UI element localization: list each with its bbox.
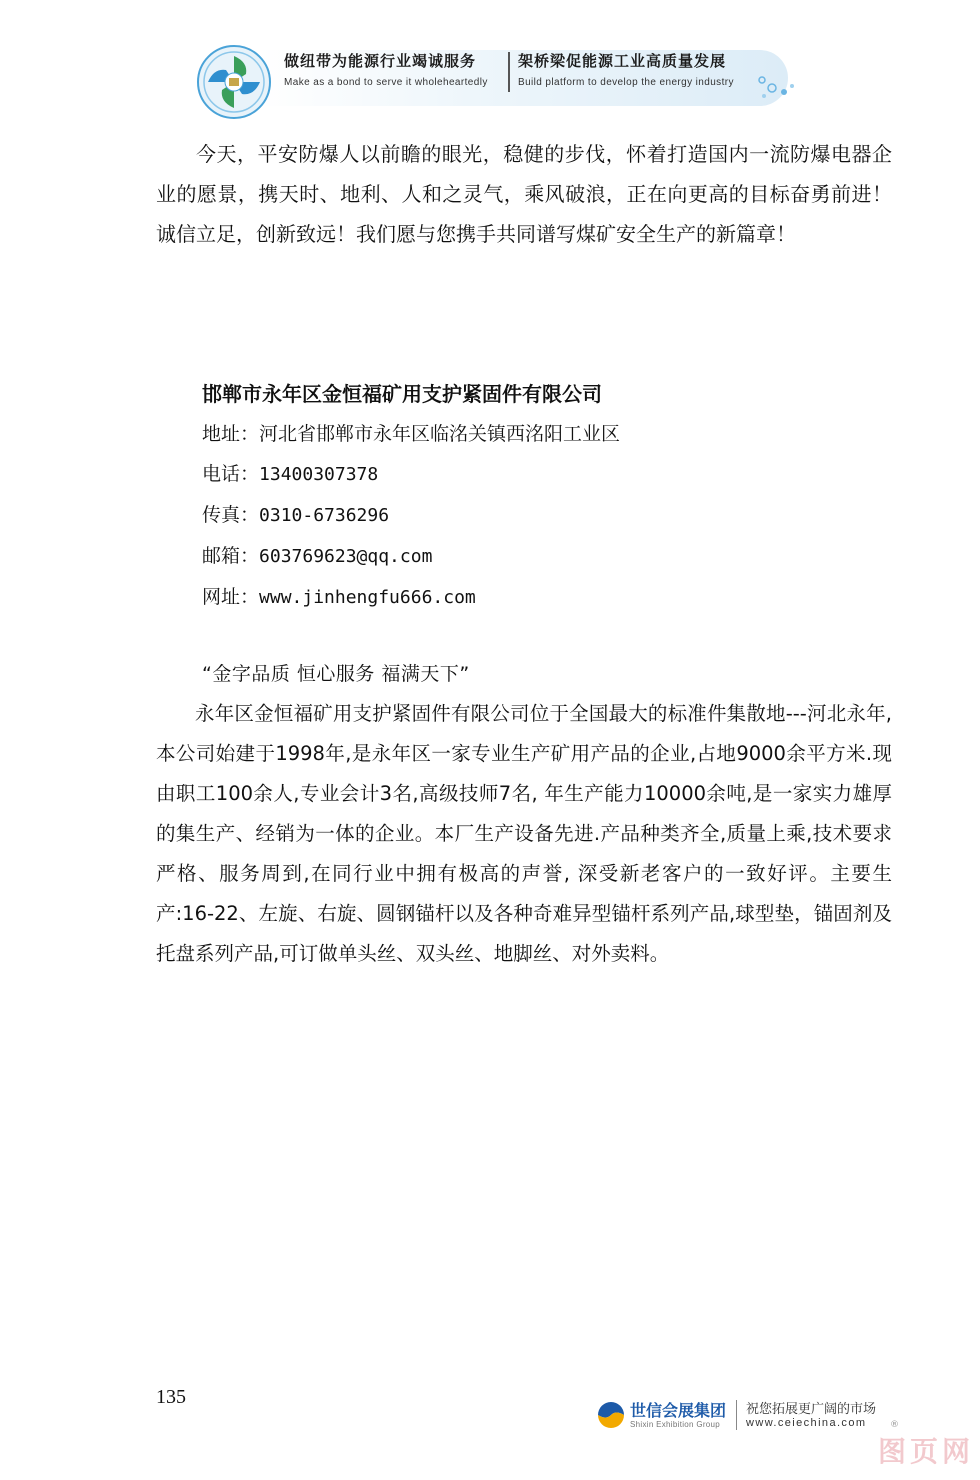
fax-line <box>202 495 892 536</box>
site-watermark: 图页网 <box>878 1435 975 1468</box>
email-label: 邮箱： <box>202 545 260 567</box>
phone-line <box>202 454 892 495</box>
header-divider <box>508 52 510 92</box>
footer-url: www.ceiechina.com <box>746 1417 867 1429</box>
company-slogan: “金字品质 恒心服务 福满天下” <box>202 663 470 685</box>
footer-group-name: 世信会展集团 <box>630 1401 727 1420</box>
header-slogan-right-cn: 架桥梁促能源工业高质量发展 <box>518 52 727 70</box>
website-label: 网址： <box>202 586 260 608</box>
shixin-logo-icon <box>596 1400 626 1430</box>
company-name: 邯郸市永年区金恒福矿用支护紧固件有限公司 <box>202 382 602 406</box>
page-number: 135 <box>156 1386 186 1408</box>
fax-value: 0310-6736296 <box>259 505 390 526</box>
website-value: www.jinhengfu666.com <box>259 587 476 608</box>
website-line <box>202 577 892 618</box>
header-slogan-right-en: Build platform to develop the energy industry <box>518 77 734 88</box>
email-line <box>202 536 892 577</box>
fax-label: 传真： <box>202 504 260 526</box>
phone-label: 电话： <box>202 463 260 485</box>
header-banner <box>196 44 796 116</box>
footer-group-name-en: Shixin Exhibition Group <box>630 1420 721 1429</box>
address-value: 河北省邯郸市永年区临洺关镇西洺阳工业区 <box>259 423 621 445</box>
pinwheel-logo-icon <box>196 44 272 120</box>
footer-divider <box>736 1400 737 1430</box>
registered-mark: ® <box>890 1420 899 1430</box>
address-line <box>202 414 892 454</box>
intro-paragraph: 今天，平安防爆人以前瞻的眼光，稳健的步伐，怀着打造国内一流防爆电器企业的愿景，携天时、地利、人和之灵气，乘风破浪，正在向更高的目标奋勇前进！诚信立足，创新致远！我们愿与您携手共同谱写煤矿安全生产的新篇章！ <box>156 142 892 246</box>
decorative-bubbles-icon <box>756 74 796 104</box>
header-slogan-left-en: Make as a bond to serve it wholeheartedly <box>284 77 488 88</box>
header-slogan-left-cn: 做纽带为能源行业竭诚服务 <box>284 52 477 70</box>
email-value: 603769623@qq.com <box>259 546 433 567</box>
footer-tagline: 祝您拓展更广阔的市场 <box>746 1402 877 1417</box>
company-profile-paragraph: 永年区金恒福矿用支护紧固件有限公司位于全国最大的标准件集散地---河北永年,本公司始建于1998年,是永年区一家专业生产矿用产品的企业,占地9000余平方米.现由职工100余人,专业会计3名,高级技师7名, 年生产能力10000余吨,是一家实力雄厚的集生产、经销为一体的企业。本厂生产设备先进.产品种类齐全,质量上乘,技术要求严格、服务周到,在同行业中拥有极高的声誉, 深受新老客户的一致好评。主要生产:16-22、左旋、右旋、圆钢锚杆以及各种奇难异型锚杆系列产品,球型垫，锚固剂及托盘系列产品,可订做单头丝、双头丝、地脚丝、对外卖料。 <box>156 702 892 965</box>
footer-brand <box>596 1396 899 1436</box>
company-contact-block <box>202 374 892 618</box>
address-label: 地址： <box>202 423 260 445</box>
phone-value: 13400307378 <box>259 464 379 485</box>
